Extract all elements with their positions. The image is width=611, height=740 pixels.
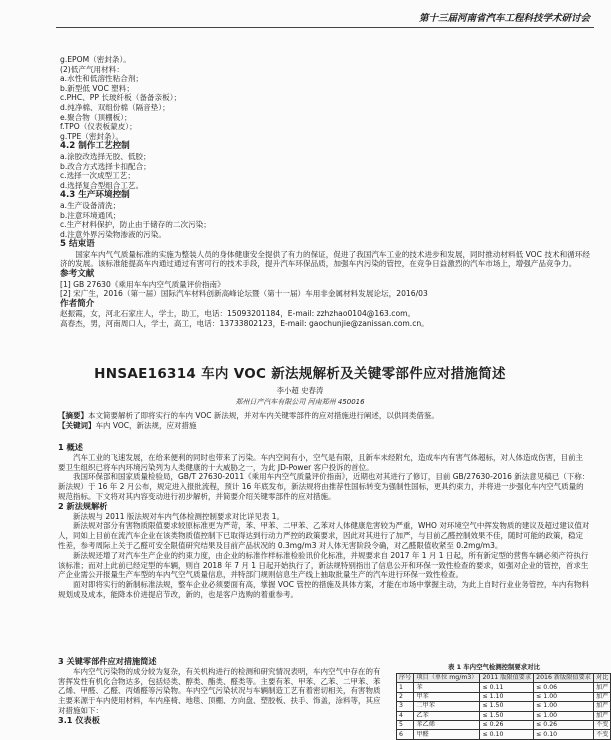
- table-row: [397, 702, 611, 711]
- section-heading: 4.2 制作工艺控制: [60, 141, 130, 152]
- text-line: b.新型低 VOC 塑料；: [60, 83, 134, 93]
- paragraph: 新法规与 2011 版法规对车内气体检测控制要求对比详见表 1。: [73, 511, 285, 521]
- article-authors: 李小超 史春涛: [276, 386, 324, 395]
- table-cell: ≤ 1.50: [480, 702, 534, 711]
- paragraph: 我国环保部和国家质量检验局，GB/T 27630-2011《乘用车内空气质量评价指南》，近期也对其进行了修订，目前 GB/27630-2016 新法意见稿已（下称：新法规）于 16 年 2 月公布，规定进入报批流程，预计 16 年底发布，新法规将由推荐性国标转变为强制性国标，更具约束力，并将进一步强化车内空气质量的规范指标。下文将对其内容变动进行初步解析，并简要介绍关键零部件的应对措施。: [58, 472, 590, 501]
- table-cell: 不变: [593, 720, 610, 729]
- table-caption: 表 1 车内空气检测控制要求对比: [448, 663, 540, 671]
- references-heading: 参考文献: [60, 269, 95, 280]
- comparison-table-block: [396, 662, 609, 740]
- table-cell: ≤ 0.26: [534, 720, 594, 729]
- text-line: e.聚合物（顶棚板）；: [60, 112, 132, 122]
- table-cell: ≤ 1.00: [534, 692, 594, 701]
- table-cell: 2: [397, 692, 414, 701]
- table-header-cell: 序号: [397, 674, 414, 683]
- table-cell: ≤ 0.11: [480, 683, 534, 692]
- text-line: d.注意外界污染物渗液的污染。: [60, 229, 166, 239]
- table-cell: 1: [397, 683, 414, 692]
- section-heading: 1 概述: [58, 442, 83, 452]
- keywords-line: [58, 421, 590, 431]
- table-row: [397, 683, 611, 692]
- paragraph: 新法规还增了对汽车生产企业的约束力度，由企业的标准作样标准检验讯价化标准，并规要求自 2017 年 1 月 1 日起，所有新定型的营售车辆必须产符执行该标准；而对上此前已经定型的车辆，则自 2018 年 7 月 1 日起开始执行了，新法规特别指出了信息公开和环保一致性检查的要求，如强对企业的管控，首求生产企业需公开报量生产车型的车内气空气质量信息，并特部门规则信息生产线上抽取批量生产的汽车进行环保一致性检查。: [58, 550, 589, 580]
- article-body-left-column: [58, 657, 386, 726]
- table-cell: 不变: [593, 730, 610, 739]
- text-line: a.涂胶改选择无胶、低胶；: [60, 151, 151, 161]
- table-header-cell: 2011 版限值要求: [480, 674, 534, 683]
- text-line: (2)低产气用材料：: [60, 64, 124, 74]
- comparison-table: [396, 673, 611, 740]
- paragraph: 面对即将实行的新制标准法规，整车企业必须要面有高，掌握 VOC 管控的措施及具体方案，才能在市场中掌握主动，为此上自时行业业务管控，车内有物料规划成及成本，能降本价进提启节改，新的，也是客户选购的着重参考。: [58, 580, 589, 599]
- header-rule: [56, 27, 594, 28]
- conclusion-paragraph: 国家车内气气质量标准的实施为整装人员的身体健康安全提供了有力的保证，促进了我国汽车工业的技术进步和发展，同时推动材料低 VOC 技术和循环经济的发展。该标准能提高车内通过通过有害可行的技术手段，提升汽车环保品质，加强车内污染的管控，在竞争日益激烈的汽车市场上，增强产品竞争力。: [60, 249, 590, 269]
- table-cell: ≤ 0.06: [534, 683, 594, 692]
- author-info-line: 赵振霞，女，河北石家庄人，学士，助工，电话：15093201184，E-mail: zzhzhao0104@163.com。: [60, 309, 416, 319]
- table-cell: 加严: [593, 711, 610, 720]
- section-heading: 2 新法规解析: [58, 500, 108, 511]
- table-row: [397, 711, 611, 720]
- text-line: c.生产材料保护，防止由于储存的二次污染；: [60, 220, 211, 230]
- text-line: g.TPE（密封条）。: [60, 131, 124, 141]
- table-cell: ≤ 1.10: [480, 692, 534, 701]
- reference-item: [2] 宋广生，2016（第一届）国际汽车材料创新高峰论坛暨（第十一届）车用非金属材料发展论坛，2016/03: [60, 289, 428, 299]
- subsection-heading: 3.1 仪表板: [58, 714, 100, 725]
- table-header-cell: 对比: [593, 674, 610, 683]
- table-row: [397, 720, 611, 729]
- table-cell: 二甲苯: [414, 702, 480, 711]
- table-cell: 加严: [593, 692, 610, 701]
- table-cell: ≤ 0.26: [480, 720, 534, 729]
- text-line: d.纯净棉、双组份棉（隔音垫）；: [60, 102, 170, 112]
- paragraph: 车内空气污染物的成分较为复杂，有关机构进行的检测和研究情况表明，车内空气中存在的有害挥发性有机化合物达多，包括烃类、醇类、酯类、醛类等。主要有苯、甲苯、乙苯、二甲苯、苯乙烯、甲醛、乙醛、丙烯醛等污染物。车内空气污染状况与车辆制造工艺有着密切相关，有害物质主要来源于车内使用材料，车内座椅、地毯、顶棚、方向盘、塑胶板、扶手、饰盖，涂料等，其应对措施如下：: [58, 666, 381, 715]
- table-row: [397, 730, 611, 739]
- table-cell: 4: [397, 711, 414, 720]
- keywords-label: 【关键词】: [58, 421, 96, 430]
- table-cell: 乙苯: [414, 711, 480, 720]
- table-cell: 5: [397, 720, 414, 729]
- table-cell: ≤ 1.00: [534, 702, 594, 711]
- section-heading: 3 关键零部件应对措施简述: [58, 656, 157, 666]
- table-cell: 苯乙烯: [414, 720, 480, 729]
- keywords-text: 车内 VOC，新法规，应对措施: [95, 421, 197, 430]
- table-cell: 甲醛: [414, 730, 480, 739]
- table-cell: 3: [397, 702, 414, 711]
- text-line: f.TPO（仪表板蒙皮）；: [60, 122, 137, 132]
- paragraph: 汽车工业的飞速发展，在给来便利的同时也带来了污染。车内空间有小，空气是有限，且新车未经附允，造成车内有害气体超标，对人体造成伤害，目前主要卫生组织已将车内环境污染列为人类健康的十大威胁之一，为此 JD-Power 客户投诉的首位。: [58, 452, 583, 472]
- table-cell: ≤ 1.00: [534, 711, 594, 720]
- text-line: c.选择一次成型工艺；: [60, 171, 135, 181]
- abstract-label: 【摘要】: [58, 411, 88, 420]
- table-cell: 苯: [414, 683, 480, 692]
- author-info-line: 高春杰，男，河南周口人，学士，高工，电话：13733802123，E-mail: gaochunjie@zanissan.com.cn。: [60, 319, 429, 329]
- article-body: [58, 443, 590, 600]
- article-title: HNSAE16314 车内 VOC 新法规解析及关键零部件应对措施简述: [94, 366, 506, 382]
- author-info-heading: 作者简介: [60, 298, 95, 309]
- text-line: c.PHC、PP 长玻纤板（备备亲板）；: [60, 93, 182, 103]
- table-cell: 6: [397, 730, 414, 739]
- abstract-text: 本文简要解析了即将实行的车内 VOC 新法规，并对车内关键零部件的应对措施进行阐述，以供同类借鉴。: [88, 411, 439, 420]
- article-affiliation: 郑州日产汽车有限公司 河南郑州 450016: [235, 398, 365, 406]
- text-line: a.水性和低溶性粘合剂；: [60, 74, 144, 84]
- table-cell: ≤ 1.50: [480, 711, 534, 720]
- paragraph: 新法规对部分有害物质限值要求较原标准更为严苛，苯、甲苯、二甲苯、乙苯对人体健康危害较为严重，WHO 对环境空气中挥发物质的建议及超过建议值对人，同如上目前在流汽车企业在该类物质值控制下已取得达到行动力严控的政策要求，因此对其进行了加严，与目前乙醛控制效果不佳，随时可能的政策，稳定性差，参考周际上关于乙醛可安全限值研究结果及目前产品状况的 0.3mg/m3 对人体无害阶段令确，对乙醛限值收紧至 0.2mg/m3。: [58, 521, 590, 550]
- abstract-block: [58, 411, 590, 431]
- table-cell: 加严: [593, 702, 610, 711]
- text-line: b.注意环境通风；: [60, 210, 121, 220]
- table-cell: 甲苯: [414, 692, 480, 701]
- table-header-row: [397, 674, 611, 683]
- text-line: b.改合方式选择卡扣配合；: [60, 161, 151, 171]
- table-cell: ≤ 0.10: [480, 730, 534, 739]
- table-row: [397, 692, 611, 701]
- table-header-cell: 2016 新版限值要求: [534, 674, 594, 683]
- table-cell: 加严: [593, 683, 610, 692]
- running-header: 第十三届河南省汽车工程科技学术研讨会: [418, 13, 590, 24]
- section-heading: 5 结束语: [60, 239, 95, 250]
- previous-article-tail: [60, 55, 590, 329]
- table-header-cell: 项目（单位 mg/m3）: [414, 674, 480, 683]
- reference-item: [1] GB 27630《乘用车车内空气质量评价指南》: [60, 279, 225, 289]
- text-line: d.选择复合型组合工艺。: [60, 180, 144, 190]
- text-line: a.生产设备清洗；: [60, 200, 121, 210]
- table-cell: ≤ 0.10: [534, 730, 594, 739]
- section-heading: 4.3 生产环境控制: [60, 190, 130, 201]
- text-line: g.EPOM（密封条）。: [60, 55, 131, 64]
- abstract-line: [58, 411, 590, 421]
